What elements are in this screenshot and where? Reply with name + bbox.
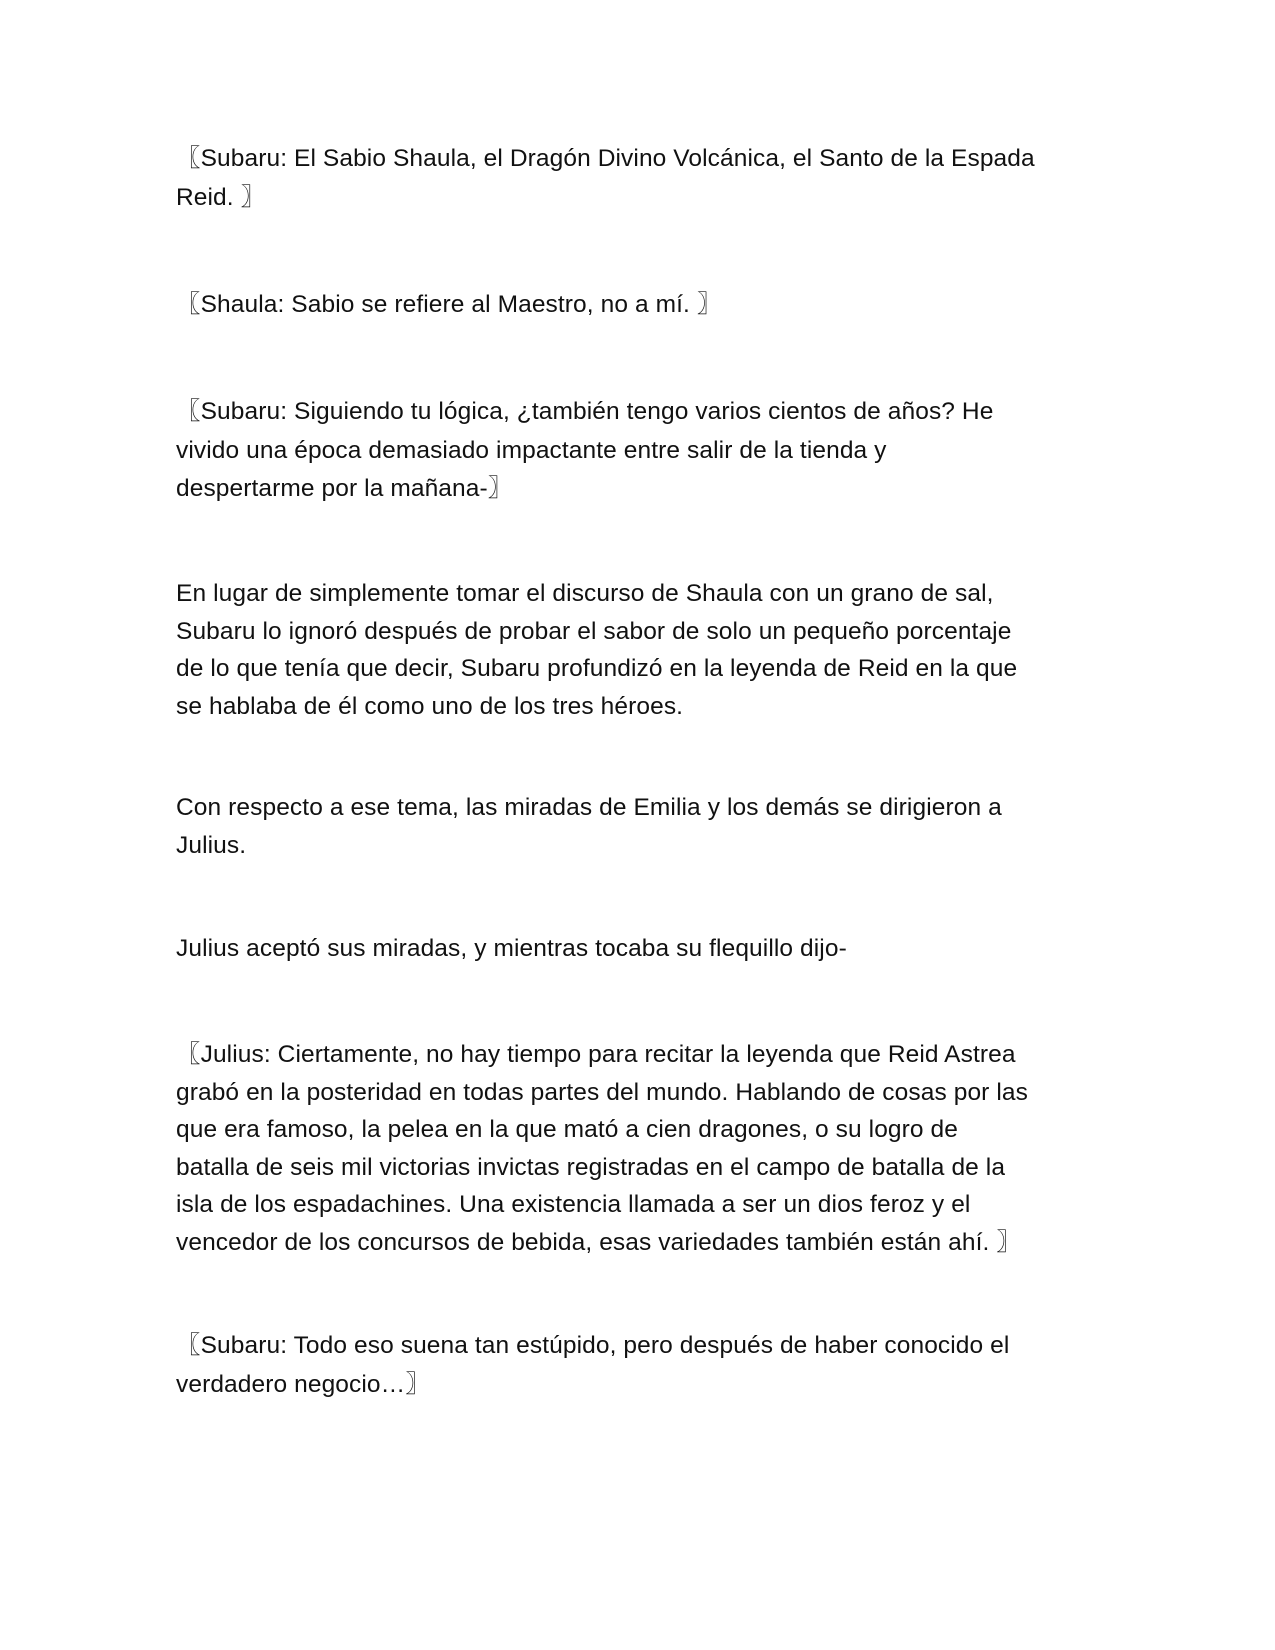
- text-line: batalla de seis mil victorias invictas registradas en el campo de batalla de la: [176, 1153, 1006, 1181]
- text-line: 〖Subaru: El Sabio Shaula, el Dragón Divino Volcánica, el Santo de la Espada: [176, 145, 1035, 172]
- text-line: vencedor de los concursos de bebida, esas variedades también están ahí. 〗: [176, 1228, 1021, 1256]
- text-line: 〖Shaula: Sabio se refiere al Maestro, no a mí. 〗: [176, 291, 722, 318]
- paragraph-dialogue-subaru-1: [176, 140, 1106, 217]
- text-line: grabó en la posteridad en todas partes del mundo. Hablando de cosas por las: [176, 1078, 1028, 1106]
- paragraph-dialogue-shaula: [176, 286, 1106, 325]
- text-line: 〖Subaru: Siguiendo tu lógica, ¿también tengo varios cientos de años? He: [176, 398, 994, 425]
- paragraph-dialogue-subaru-2: [176, 393, 1106, 509]
- text-line: Subaru lo ignoró después de probar el sabor de solo un pequeño porcentaje: [176, 617, 1012, 645]
- text-line: Julius aceptó sus miradas, y mientras tocaba su flequillo dijo-: [176, 935, 847, 962]
- text-line: despertarme por la mañana-〗: [176, 475, 513, 502]
- text-line: En lugar de simplemente tomar el discurso de Shaula con un grano de sal,: [176, 580, 994, 607]
- text-line: Reid. 〗: [176, 183, 266, 211]
- text-line: se hablaba de él como uno de los tres héroes.: [176, 692, 684, 720]
- paragraph-narration-1: [176, 575, 1106, 725]
- text-line: verdadero negocio…〗: [176, 1370, 430, 1398]
- paragraph-dialogue-subaru-3: [176, 1327, 1106, 1404]
- text-line: de lo que tenía que decir, Subaru profundizó en la leyenda de Reid en la que: [176, 655, 1018, 682]
- text-line: 〖Julius: Ciertamente, no hay tiempo para recitar la leyenda que Reid Astrea: [176, 1041, 1016, 1068]
- paragraph-narration-3: [176, 930, 1106, 968]
- paragraph-narration-2: [176, 789, 1106, 864]
- text-line: que era famoso, la pelea en la que mató a cien dragones, o su logro de: [176, 1116, 958, 1143]
- text-line: Julius.: [176, 831, 247, 859]
- paragraph-dialogue-julius: [176, 1036, 1106, 1261]
- text-line: vivido una época demasiado impactante entre salir de la tienda y: [176, 436, 887, 464]
- text-line: isla de los espadachines. Una existencia llamada a ser un dios feroz y el: [176, 1191, 971, 1218]
- text-line: Con respecto a ese tema, las miradas de Emilia y los demás se dirigieron a: [176, 794, 1002, 821]
- text-line: 〖Subaru: Todo eso suena tan estúpido, pero después de haber conocido el: [176, 1332, 1010, 1359]
